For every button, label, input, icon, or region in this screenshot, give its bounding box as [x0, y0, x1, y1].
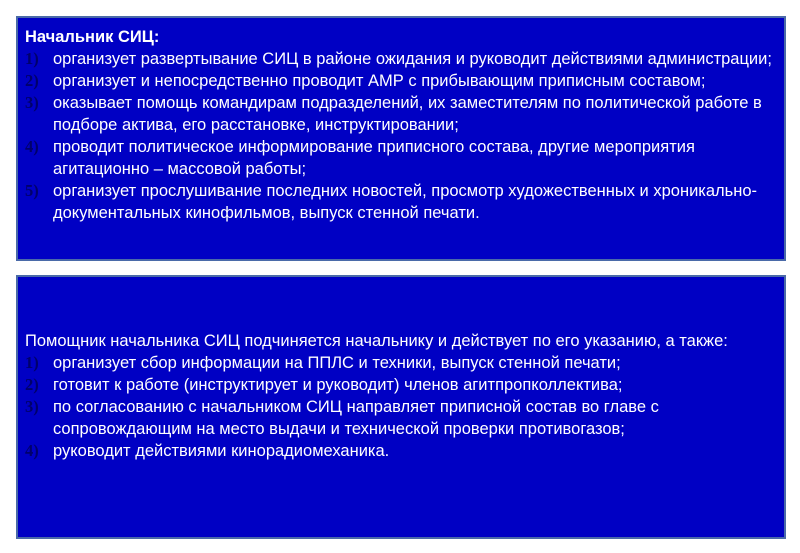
chief-heading: Начальник СИЦ: — [25, 28, 160, 46]
list-item — [25, 136, 778, 180]
list-number: 1) — [25, 353, 39, 372]
list-item-text: проводит политическое информирование приписного состава, другие мероприятия агитационно – массовой работы; — [53, 138, 695, 178]
list-number: 1) — [25, 49, 39, 68]
assistant-intro: Помощник начальника СИЦ подчиняется начальнику и действует по его указанию, а также: — [25, 332, 728, 350]
list-item — [25, 374, 778, 396]
list-item — [25, 440, 778, 462]
list-number: 2) — [25, 375, 39, 394]
list-item-text: по согласованию с начальником СИЦ направляет приписной состав во главе с сопровождающим на место выдачи и технической проверки противогазов; — [53, 398, 659, 438]
list-item-text: организует прослушивание последних новостей, просмотр художественных и хроникально-документальных кинофильмов, выпуск стенной печати. — [53, 182, 758, 222]
list-item-text: готовит к работе (инструктирует и руководит) членов агитпропколлектива; — [53, 376, 623, 394]
list-item-text: организует и непосредственно проводит АМР с прибывающим приписным составом; — [53, 72, 706, 90]
list-item — [25, 352, 778, 374]
list-item — [25, 48, 778, 70]
assistant-duties-list — [25, 352, 778, 462]
list-item — [25, 396, 778, 440]
list-item — [25, 70, 778, 92]
list-item-text: руководит действиями кинорадиомеханика. — [53, 442, 390, 460]
list-item — [25, 92, 778, 136]
chief-duties-panel — [16, 16, 786, 261]
list-number: 3) — [25, 93, 39, 112]
assistant-duties-panel — [16, 275, 786, 539]
list-item — [25, 180, 778, 224]
list-item-text: организует сбор информации на ППЛС и техники, выпуск стенной печати; — [53, 354, 621, 372]
list-number: 5) — [25, 181, 39, 200]
list-item-text: организует развертывание СИЦ в районе ожидания и руководит действиями администрации; — [53, 50, 772, 68]
list-number: 4) — [25, 441, 39, 460]
chief-duties-list — [25, 48, 778, 224]
list-number: 3) — [25, 397, 39, 416]
list-number: 4) — [25, 137, 39, 156]
list-item-text: оказывает помощь командирам подразделений, их заместителям по политической работе в подборе актива, его расстановке, инструктировании; — [53, 94, 762, 134]
list-number: 2) — [25, 71, 39, 90]
